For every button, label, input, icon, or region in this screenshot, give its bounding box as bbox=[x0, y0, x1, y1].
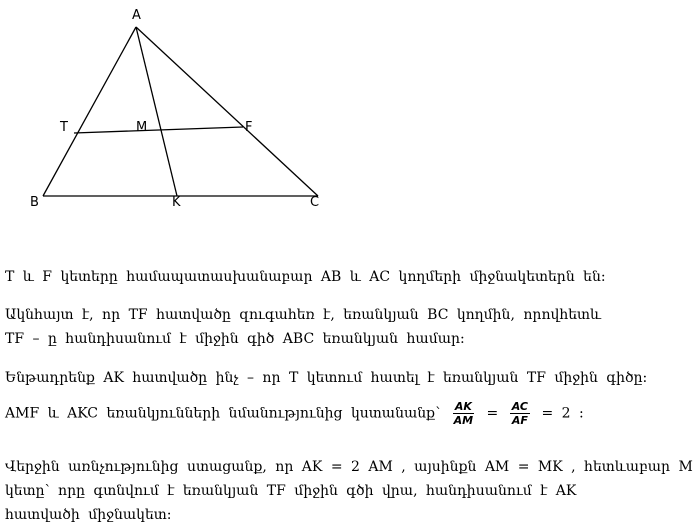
paragraph-midpoints: T և F կետերը համապատասխանաբար AB և AC կողմերի միջնակետերն են։ bbox=[5, 269, 606, 285]
equals-two: = 2 : bbox=[541, 405, 584, 422]
label-M: M bbox=[136, 120, 148, 135]
fraction-ak-am bbox=[452, 400, 475, 427]
paragraph-assumption: Ենթադրենք AK հատվածը ինչ – որ T կետում հատել է եռանկյան TF միջին գիծը։ bbox=[5, 370, 648, 386]
label-F: F bbox=[245, 120, 253, 135]
label-T: T bbox=[60, 120, 68, 135]
triangle-figure bbox=[0, 0, 700, 230]
fraction-ac-af bbox=[510, 400, 530, 427]
segment-AK bbox=[136, 27, 177, 196]
triangle-diagram bbox=[0, 0, 700, 230]
label-A: A bbox=[132, 8, 141, 23]
paragraph-parallel-line1: Ակնհայտ է, որ TF հատվածը զուգահեռ է, եռանկյան BC կողմին, որովհետև bbox=[5, 307, 602, 323]
label-C: C bbox=[310, 195, 320, 210]
fraction-ac-af-denominator: AF bbox=[511, 414, 528, 427]
paragraph-conclusion-line1: Վերջին առնչությունից ստացանք, որ AK = 2 AM , այսինքն AM = MK , հետևաբար M bbox=[5, 459, 693, 475]
paragraph-similarity bbox=[5, 400, 584, 427]
paragraph-parallel-line2: TF – ը հանդիսանում է միջին գիծ ABC եռանկյան համար։ bbox=[5, 331, 465, 347]
midline-TF bbox=[74, 127, 243, 133]
fraction-ak-am-numerator: AK bbox=[454, 400, 472, 413]
fraction-ak-am-denominator: AM bbox=[453, 414, 474, 427]
side-AB bbox=[43, 27, 136, 196]
fraction-ac-af-numerator: AC bbox=[511, 400, 528, 413]
label-B: B bbox=[30, 195, 39, 210]
equals-sign: = bbox=[486, 405, 499, 422]
similarity-text: AMF և AKC եռանկյունների նմանությունից կստանանք՝ bbox=[5, 405, 441, 422]
paragraph-conclusion-line2: կետը՝ որը գտնվում է եռանկյան TF միջին գծի վրա, հանդիսանում է AK bbox=[5, 483, 577, 499]
side-AC bbox=[136, 27, 318, 196]
paragraph-conclusion-line3: հատվածի միջնակետ։ bbox=[5, 507, 172, 523]
label-K: K bbox=[172, 195, 181, 210]
